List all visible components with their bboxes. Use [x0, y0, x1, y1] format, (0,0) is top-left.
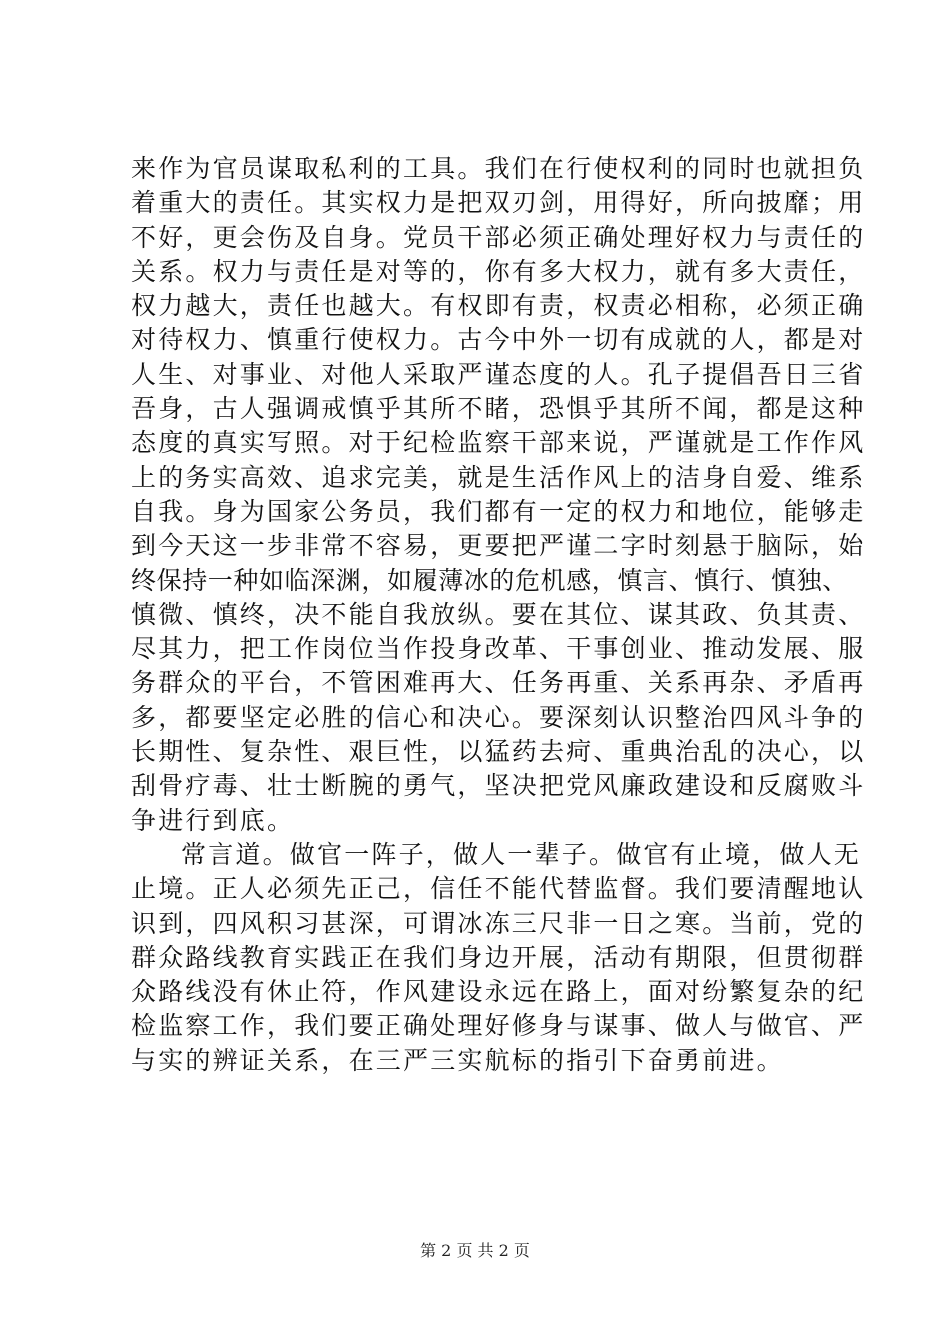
text-line: 务群众的平台，不管困难再大、任务再重、关系再杂、矛盾再 — [131, 668, 866, 698]
text-line: 不好，更会伤及自身。党员干部必须正确处理好权力与责任的 — [131, 222, 866, 252]
text-line: 自我。身为国家公务员，我们都有一定的权力和地位，能够走 — [131, 496, 866, 526]
text-line: 刮骨疗毒、壮士断腕的勇气，坚决把党风廉政建设和反腐败斗 — [131, 771, 866, 801]
text-line: 群众路线教育实践正在我们身边开展，活动有期限，但贯彻群 — [131, 942, 866, 972]
text-line: 态度的真实写照。对于纪检监察干部来说，严谨就是工作作风 — [131, 428, 866, 458]
text-line: 与实的辨证关系，在三严三实航标的指引下奋勇前进。 — [131, 1045, 784, 1075]
text-line: 尽其力，把工作岗位当作投身改革、干事创业、推动发展、服 — [131, 634, 866, 664]
page-number-footer: 第 2 页 共 2 页 — [420, 1241, 530, 1260]
text-line: 终保持一种如临深渊，如履薄冰的危机感，慎言、慎行、慎独、 — [131, 565, 848, 595]
text-line: 权力越大，责任也越大。有权即有责，权责必相称，必须正确 — [131, 291, 866, 321]
text-line: 多，都要坚定必胜的信心和决心。要深刻认识整治四风斗争的 — [131, 702, 866, 732]
document-body — [131, 152, 866, 1078]
text-line: 止境。正人必须先正己，信任不能代替监督。我们要清醒地认 — [131, 874, 866, 904]
text-line: 吾身，古人强调戒慎乎其所不睹，恐惧乎其所不闻，都是这种 — [131, 394, 866, 424]
text-line: 检监察工作，我们要正确处理好修身与谋事、做人与做官、严 — [131, 1011, 866, 1041]
text-line: 上的务实高效、追求完美，就是生活作风上的洁身自爱、维系 — [131, 462, 866, 492]
text-line: 着重大的责任。其实权力是把双刃剑，用得好，所向披靡；用 — [131, 188, 866, 218]
text-line: 长期性、复杂性、艰巨性，以猛药去疴、重典治乱的决心，以 — [131, 737, 866, 767]
text-line: 到今天这一步非常不容易，更要把严谨二字时刻悬于脑际，始 — [131, 531, 866, 561]
text-line: 慎微、慎终，决不能自我放纵。要在其位、谋其政、负其责、 — [131, 599, 866, 629]
text-line: 众路线没有休止符，作风建设永远在路上，面对纷繁复杂的纪 — [131, 977, 866, 1007]
text-line: 对待权力、慎重行使权力。古今中外一切有成就的人，都是对 — [131, 325, 866, 355]
text-line: 来作为官员谋取私利的工具。我们在行使权利的同时也就担负 — [131, 154, 866, 183]
paragraph-start-line: 常言道。做官一阵子，做人一辈子。做官有止境，做人无 — [181, 839, 862, 869]
text-line: 关系。权力与责任是对等的，你有多大权力，就有多大责任， — [131, 256, 866, 286]
text-line: 识到，四风积习甚深，可谓冰冻三尺非一日之寒。当前，党的 — [131, 908, 866, 938]
text-line: 争进行到底。 — [131, 805, 295, 835]
text-line: 人生、对事业、对他人采取严谨态度的人。孔子提倡吾日三省 — [131, 359, 866, 389]
